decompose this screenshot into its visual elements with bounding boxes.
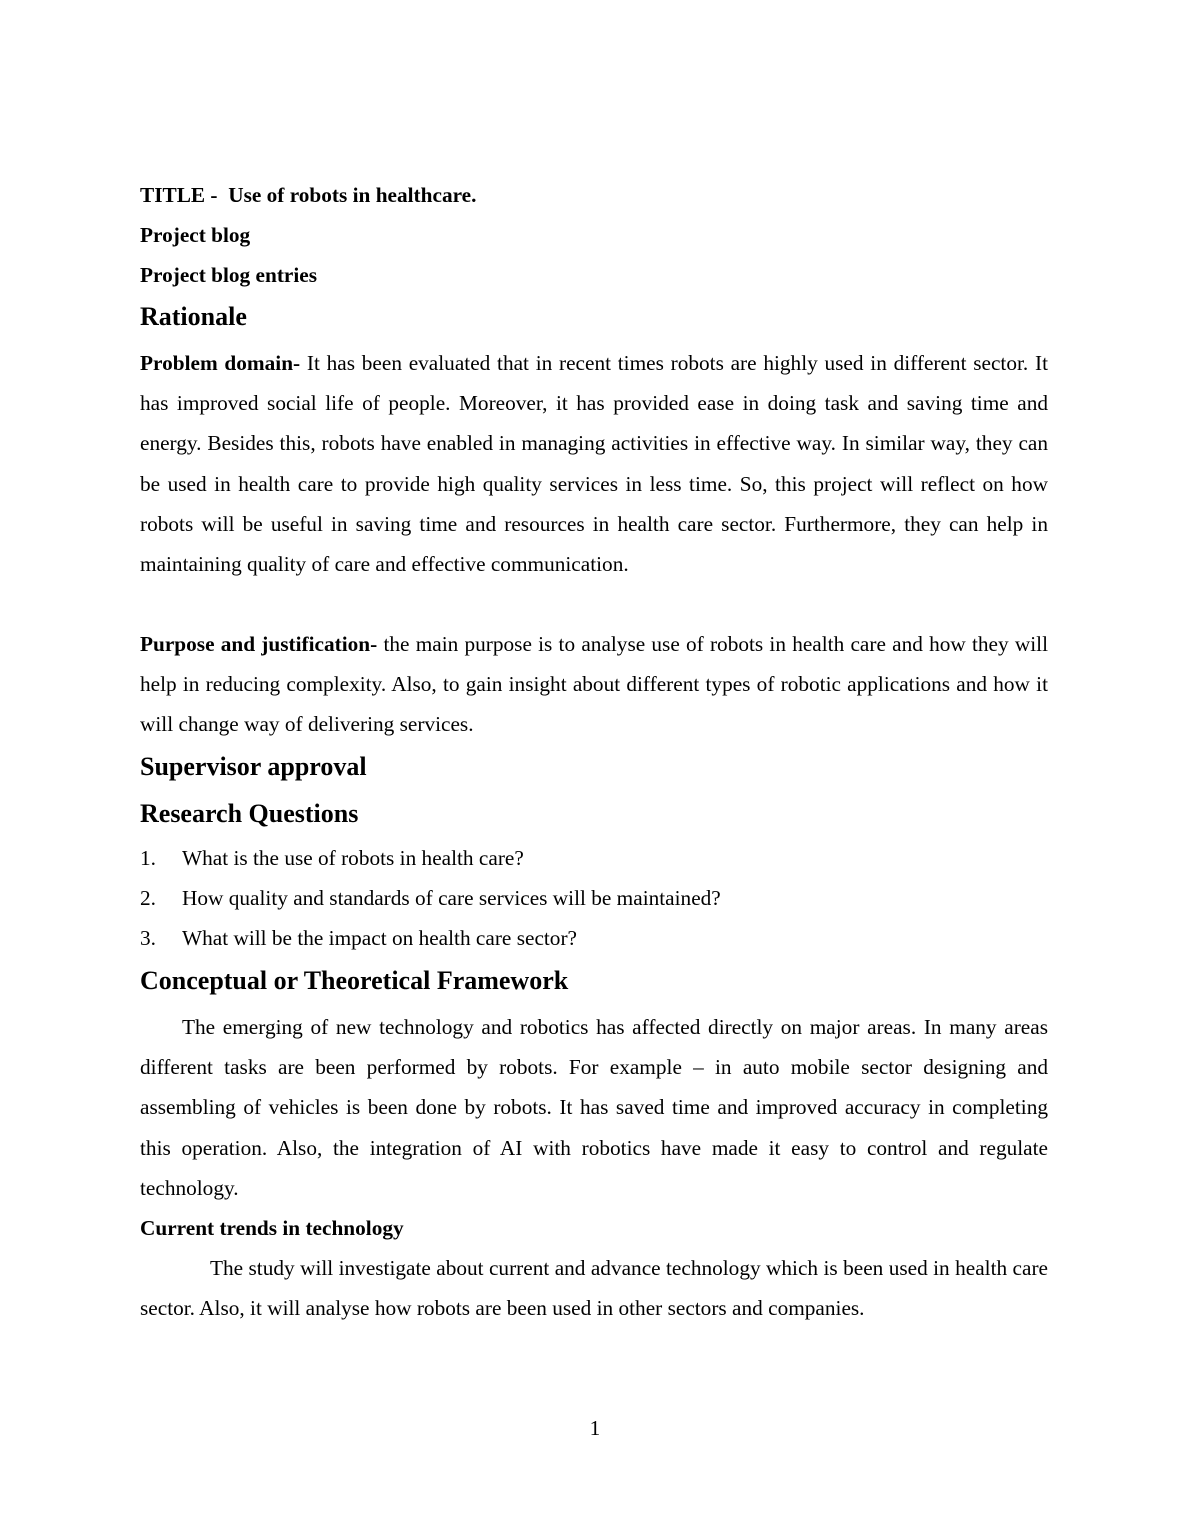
purpose-text: the main purpose is to analyse use of robots in health care and how they will help in reducing complexity. Also, to gain insight about different types of robotic applications and how it will change way of delivering services. [140, 632, 1048, 737]
problem-domain-label: Problem domain- [140, 351, 301, 375]
list-item [140, 878, 1048, 918]
research-questions-heading: Research Questions [140, 799, 359, 828]
purpose-paragraph [140, 624, 1048, 745]
list-number: 2. [140, 886, 156, 911]
list-item [140, 838, 1048, 878]
purpose-label: Purpose and justification- [140, 632, 378, 656]
title-text: Use of robots in healthcare. [228, 183, 477, 207]
supervisor-approval-heading: Supervisor approval [140, 752, 367, 781]
project-blog-entries-heading: Project blog entries [140, 263, 318, 287]
title-label: TITLE - [140, 183, 218, 207]
list-item [140, 918, 1048, 958]
framework-heading: Conceptual or Theoretical Framework [140, 966, 569, 995]
project-blog-heading: Project blog [140, 223, 251, 247]
current-trends-heading: Current trends in technology [140, 1216, 404, 1240]
list-text: How quality and standards of care services will be maintained? [182, 886, 721, 911]
list-number: 1. [140, 846, 156, 870]
problem-domain-text: It has been evaluated that in recent times robots are highly used in different sector. It has improved social life of people. Moreover, it has provided ease in doing task and saving time and energy. Besides this, robots have enabled in managing activities in effective way. In similar way, they can be used in health care to provide high quality services in less time. So, this project will reflect on how robots will be useful in saving time and resources in health care sector. Furthermore, they can help in maintaining quality of care and effective communication. [140, 351, 1048, 577]
page-number: 1 [589, 1416, 601, 1440]
rationale-heading: Rationale [140, 302, 247, 331]
document-title [140, 175, 1048, 215]
framework-paragraph: The emerging of new technology and robotics has affected directly on major areas. In many areas different tasks are been performed by robots. For example – in auto mobile sector designing and assembling of vehicles is been done by robots. It has saved time and improved accuracy in completing this operation. Also, the integration of AI with robotics have made it easy to control and regulate technology. [140, 1015, 1048, 1200]
problem-domain-paragraph [140, 343, 1048, 584]
current-trends-paragraph: The study will investigate about current and advance technology which is been used in health care sector. Also, it will analyse how robots are been used in other sectors and companies. [140, 1256, 1048, 1321]
research-questions-list [140, 838, 1048, 959]
list-text: What is the use of robots in health care? [182, 846, 524, 870]
list-number: 3. [140, 926, 156, 951]
list-text: What will be the impact on health care sector? [182, 926, 578, 951]
